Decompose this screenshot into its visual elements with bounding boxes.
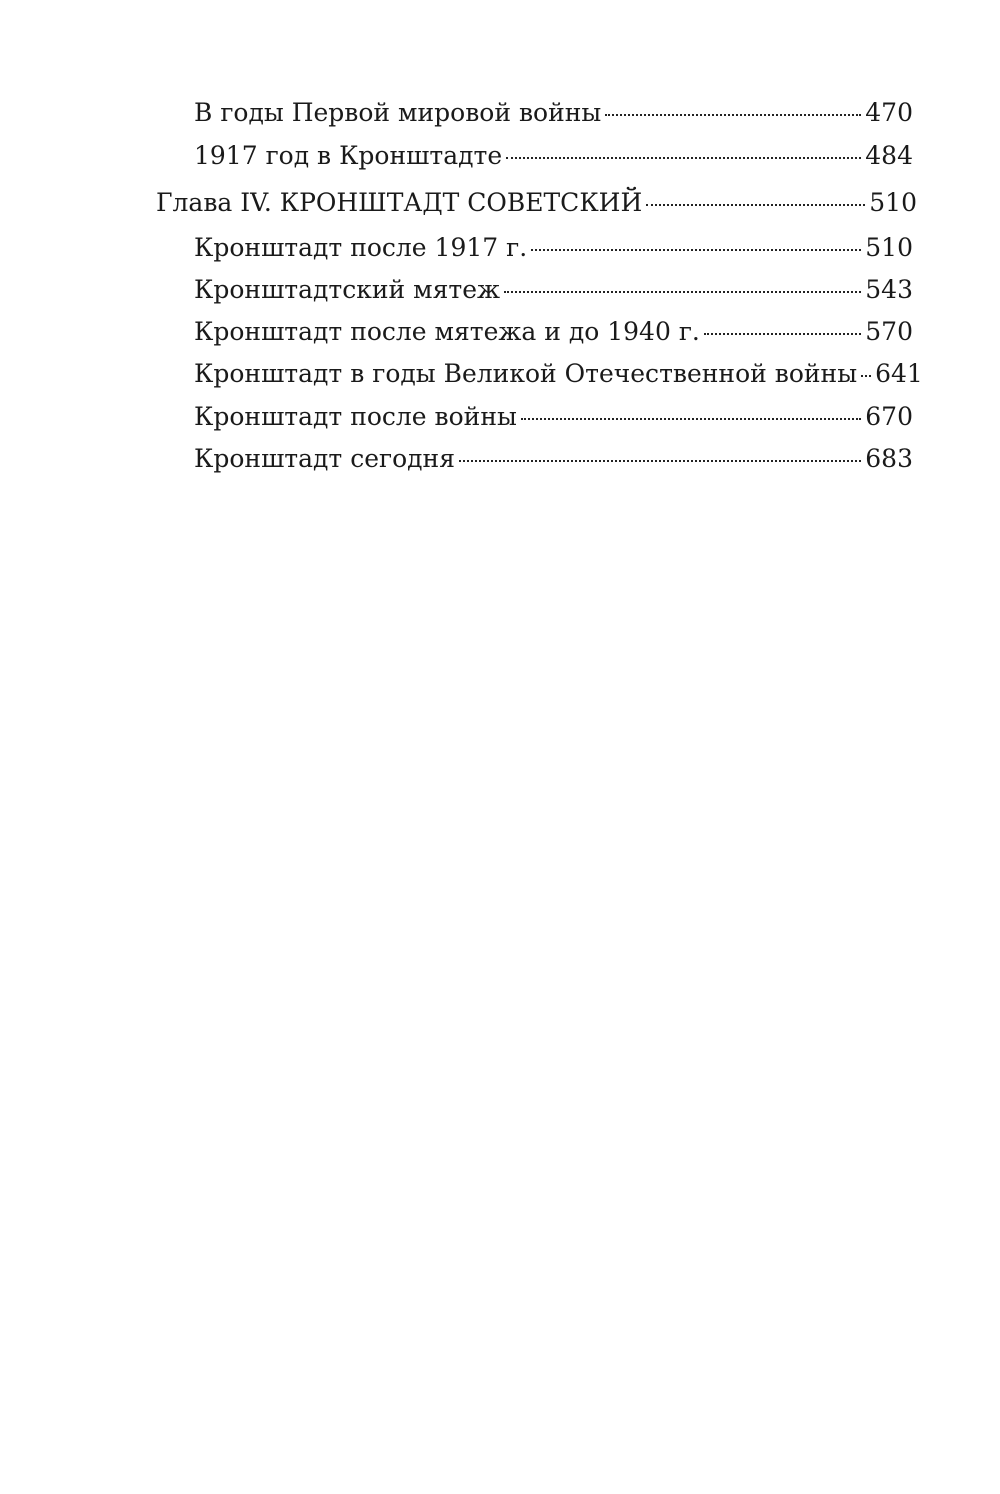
toc-entry <box>194 275 913 305</box>
toc-entry-page: 510 <box>869 188 917 217</box>
toc-entry <box>194 402 913 432</box>
dot-leader <box>704 333 861 335</box>
dot-leader <box>861 375 871 377</box>
toc-entry-title: Кронштадт в годы Великой Отечественной войны <box>194 359 858 388</box>
toc-entry-page: 570 <box>865 317 913 346</box>
toc-entry <box>194 359 923 389</box>
toc-entry-page: 484 <box>865 141 913 170</box>
dot-leader <box>504 291 861 293</box>
dot-leader <box>521 418 861 420</box>
dot-leader <box>646 204 865 206</box>
toc-entry-page: 683 <box>865 444 913 473</box>
toc-entry-page: 670 <box>865 402 913 431</box>
toc-entry <box>194 317 913 347</box>
toc-entry-title: Кронштадт сегодня <box>194 444 455 473</box>
toc-entry-title: Кронштадт после мятежа и до 1940 г. <box>194 317 700 346</box>
toc-entry-page: 543 <box>865 275 913 304</box>
toc-entry-page: 641 <box>875 359 923 388</box>
toc-entry <box>194 98 913 128</box>
toc-entry-page: 510 <box>865 233 913 262</box>
toc-chapter-entry <box>156 188 917 218</box>
toc-entry-title: Кронштадт после войны <box>194 402 517 431</box>
toc-entry <box>194 444 913 474</box>
dot-leader <box>506 157 861 159</box>
dot-leader <box>605 114 861 116</box>
dot-leader <box>459 460 861 462</box>
toc-entry <box>194 233 913 263</box>
toc-entry <box>194 141 913 171</box>
dot-leader <box>531 249 861 251</box>
toc-entry-title: Кронштадт после 1917 г. <box>194 233 528 262</box>
toc-entry-title: Кронштадтский мятеж <box>194 275 501 304</box>
toc-entry-page: 470 <box>865 98 913 127</box>
toc-chapter-title: Глава IV. КРОНШТАДТ СОВЕТСКИЙ <box>156 188 643 217</box>
toc-entry-title: 1917 год в Кронштадте <box>194 141 503 170</box>
toc-entry-title: В годы Первой мировой войны <box>194 98 602 127</box>
